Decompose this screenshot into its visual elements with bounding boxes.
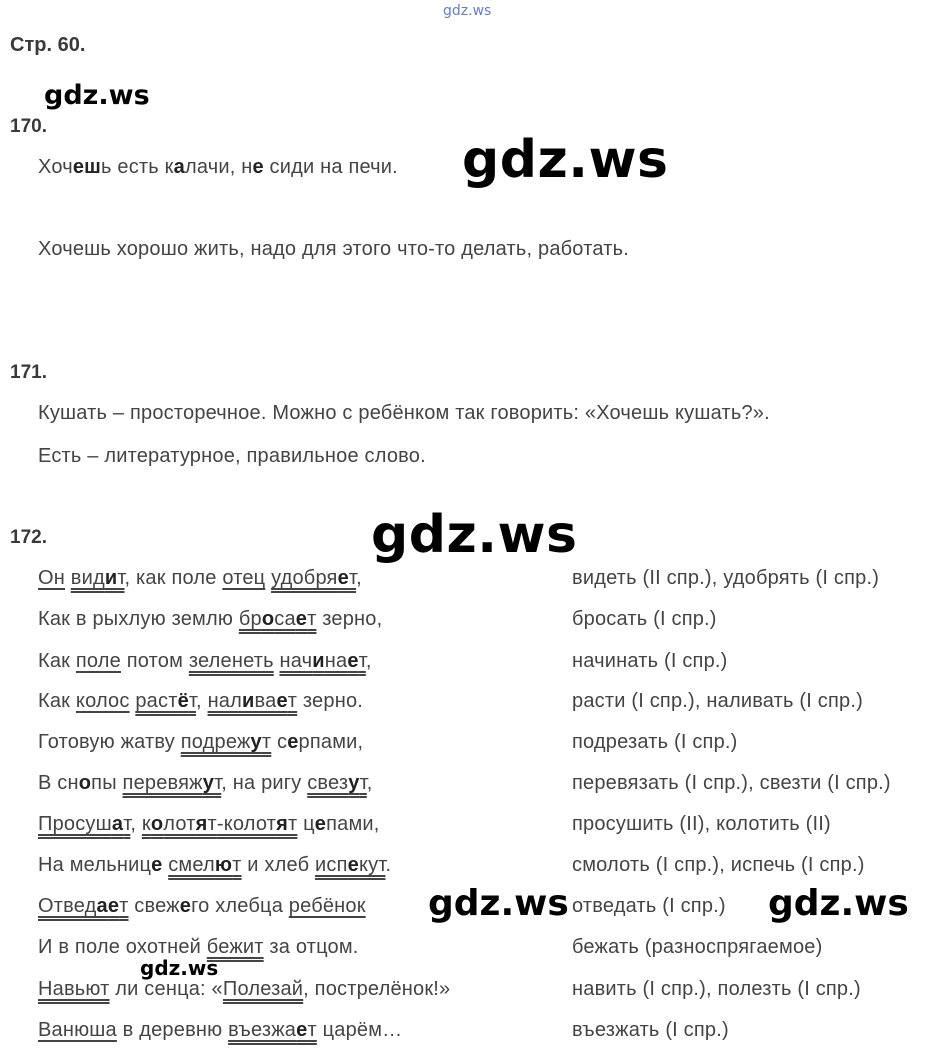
ex170-proverb: Хочешь есть калачи, не сиди на печи. <box>38 156 398 178</box>
verb-infinitive: въезжать (I спр.) <box>572 1019 729 1041</box>
poem-line-5: Готовую жатву подрежут серпами, <box>38 731 364 753</box>
verb-infinitive: бежать (разноспрягаемое) <box>572 936 823 958</box>
verb-infinitive: расти (I спр.), наливать (I спр.) <box>572 690 863 712</box>
watermark: gdz.ws <box>428 883 569 924</box>
ex170-meaning: Хочешь хорошо жить, надо для этого что-то делать, работать. <box>38 238 629 260</box>
poem-line-2: Как в рыхлую землю бросает зерно, <box>38 608 383 630</box>
exercise-number-172: 172. <box>10 527 47 548</box>
verb-infinitive: видеть (II спр.), удобрять (I спр.) <box>572 567 880 589</box>
watermark: gdz.ws <box>44 80 150 111</box>
exercise-number-170: 170. <box>10 116 47 137</box>
poem-line-7: Просушат, колотят-колотят цепами, <box>38 813 380 835</box>
top-watermark: gdz.ws <box>443 3 492 19</box>
watermark: gdz.ws <box>768 883 909 924</box>
ex171-line-2: Есть – литературное, правильное слово. <box>38 445 426 467</box>
verb-infinitive: бросать (I спр.) <box>572 608 717 630</box>
exercise-number-171: 171. <box>10 362 47 383</box>
verb-infinitive: подрезать (I спр.) <box>572 731 738 753</box>
poem-line-1: Он видит, как поле отец удобряет, <box>38 567 362 589</box>
verb-infinitive: начинать (I спр.) <box>572 650 728 672</box>
poem-line-4: Как колос растёт, наливает зерно. <box>38 690 364 712</box>
ex171-line-1: Кушать – просторечное. Можно с ребёнком так говорить: «Хочешь кушать?». <box>38 402 770 424</box>
watermark: gdz.ws <box>371 505 578 565</box>
poem-line-3: Как поле потом зеленеть начинает, <box>38 650 372 672</box>
poem-line-6: В снопы перевяжут, на ригу свезут, <box>38 772 373 794</box>
poem-line-12: Ванюша в деревню въезжает царём… <box>38 1019 403 1041</box>
verb-infinitive: навить (I спр.), полезть (I спр.) <box>572 978 861 1000</box>
poem-line-11: Навьют ли сенца: «Полезай, пострелёнок!» <box>38 978 451 1000</box>
verb-infinitive: отведать (I спр.) <box>572 895 726 917</box>
verb-infinitive: перевязать (I спр.), свезти (I спр.) <box>572 772 891 794</box>
watermark: gdz.ws <box>462 130 669 190</box>
verb-infinitive: просушить (II), колотить (II) <box>572 813 831 835</box>
verb-infinitive: смолоть (I спр.), испечь (I спр.) <box>572 854 865 876</box>
watermark: gdz.ws <box>140 956 219 980</box>
poem-line-8: На мельнице смелют и хлеб испекут. <box>38 854 392 876</box>
poem-line-10: И в поле охотней бежит за отцом. <box>38 936 359 958</box>
poem-line-9: Отведает свежего хлебца ребёнок <box>38 895 366 917</box>
page-number: Стр. 60. <box>10 34 86 56</box>
